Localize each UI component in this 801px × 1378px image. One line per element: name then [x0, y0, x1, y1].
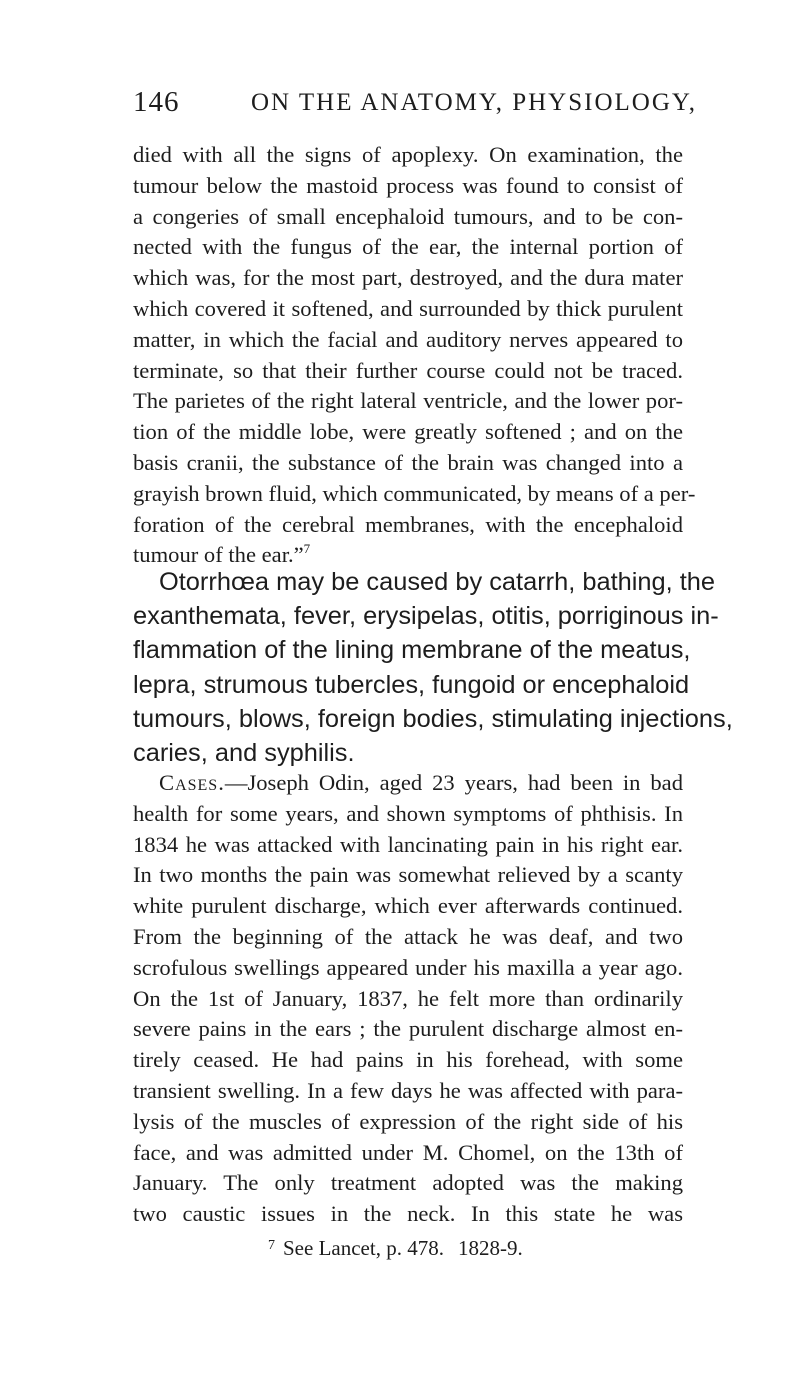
text-line: grayish brown fluid, which communicated, by means of a per-: [133, 480, 696, 506]
text-line: which was, for the most part, destroyed, and the dura mater: [133, 265, 683, 291]
text-line: [133, 768, 683, 799]
footnote-year: 1828-9.: [457, 1236, 523, 1260]
text-line: Otorrhœa may be caused by catarrh, bathing, the: [159, 568, 716, 596]
text-line: exanthemata, fever, erysipelas, otitis, porriginous in-: [133, 602, 719, 631]
text-line: The parietes of the right lateral ventricle, and the lower por-: [133, 388, 683, 414]
text-line: On the 1st of January, 1837, he felt more than ordinarily: [133, 985, 683, 1011]
footnote-marker: 7: [268, 1238, 275, 1253]
text-line: tumours, blows, foreign bodies, stimulating injections,: [133, 704, 733, 733]
text-line: From the beginning of the attack he was deaf, and two: [133, 923, 683, 949]
text-line: transient swelling. In a few days he was affected with para-: [133, 1077, 683, 1103]
running-head: ON THE ANATOMY, PHYSIOLOGY,: [251, 89, 697, 116]
footnote-reference[interactable]: 7: [303, 541, 311, 557]
text-line: matter, in which the facial and auditory nerves appeared to: [133, 326, 683, 352]
page-header: [133, 86, 697, 126]
paragraph-cases: [133, 768, 683, 1230]
text-line: health for some years, and shown symptoms of phthisis. In: [133, 800, 683, 826]
text-line: basis cranii, the substance of the brain was changed into a: [133, 449, 683, 475]
text-line: died with all the signs of apoplexy. On examination, the: [133, 142, 683, 167]
text-line: lepra, strumous tubercles, fungoid or encephaloid: [133, 670, 690, 699]
text-line-last: caries, and syphilis.: [133, 739, 355, 768]
text-line: a congeries of small encephaloid tumours, and to be con-: [133, 203, 683, 229]
text-line: tion of the middle lobe, were greatly softened ; and on the: [133, 419, 683, 445]
text-line: foration of the cerebral membranes, with the encephaloid: [133, 511, 683, 537]
paragraph-otorrhoea-causes: [133, 565, 733, 770]
text-line: flammation of the lining membrane of the meatus,: [133, 636, 691, 665]
text-line: terminate, so that their further course could not be traced.: [133, 357, 683, 383]
text-line: lysis of the muscles of expression of the right side of his: [133, 1108, 683, 1134]
text-line: severe pains in the ears ; the purulent discharge almost en-: [133, 1016, 683, 1042]
footnote: [268, 1236, 523, 1261]
text-line: two caustic issues in the neck. In this state he was: [133, 1201, 683, 1227]
text-line: 1834 he was attacked with lancinating pain in his right ear.: [133, 831, 683, 857]
section-lead: Cases.: [159, 770, 225, 795]
text-line: white purulent discharge, which ever afterwards continued.: [133, 893, 683, 919]
text-fragment: tumour of the ear.”: [133, 542, 304, 568]
text-line: tirely ceased. He had pains in his forehead, with some: [133, 1047, 683, 1073]
page-number: 146: [133, 86, 180, 118]
text-line: tumour below the mastoid process was found to consist of: [133, 172, 683, 198]
text-line: which covered it softened, and surrounded by thick purulent: [133, 295, 683, 321]
text-line: nected with the fungus of the ear, the internal portion of: [133, 234, 683, 260]
text-line: January. The only treatment adopted was the making: [133, 1170, 683, 1196]
text-line: face, and was admitted under M. Chomel, on the 13th of: [133, 1139, 683, 1165]
text-fragment: —Joseph Odin, aged 23 years, had been in bad: [224, 770, 683, 795]
text-line: scrofulous swellings appeared under his maxilla a year ago.: [133, 954, 683, 980]
text-line: In two months the pain was somewhat relieved by a scanty: [133, 862, 683, 888]
paragraph-apoplexy-case: [133, 140, 696, 571]
footnote-text: See Lancet, p. 478.: [283, 1236, 444, 1260]
